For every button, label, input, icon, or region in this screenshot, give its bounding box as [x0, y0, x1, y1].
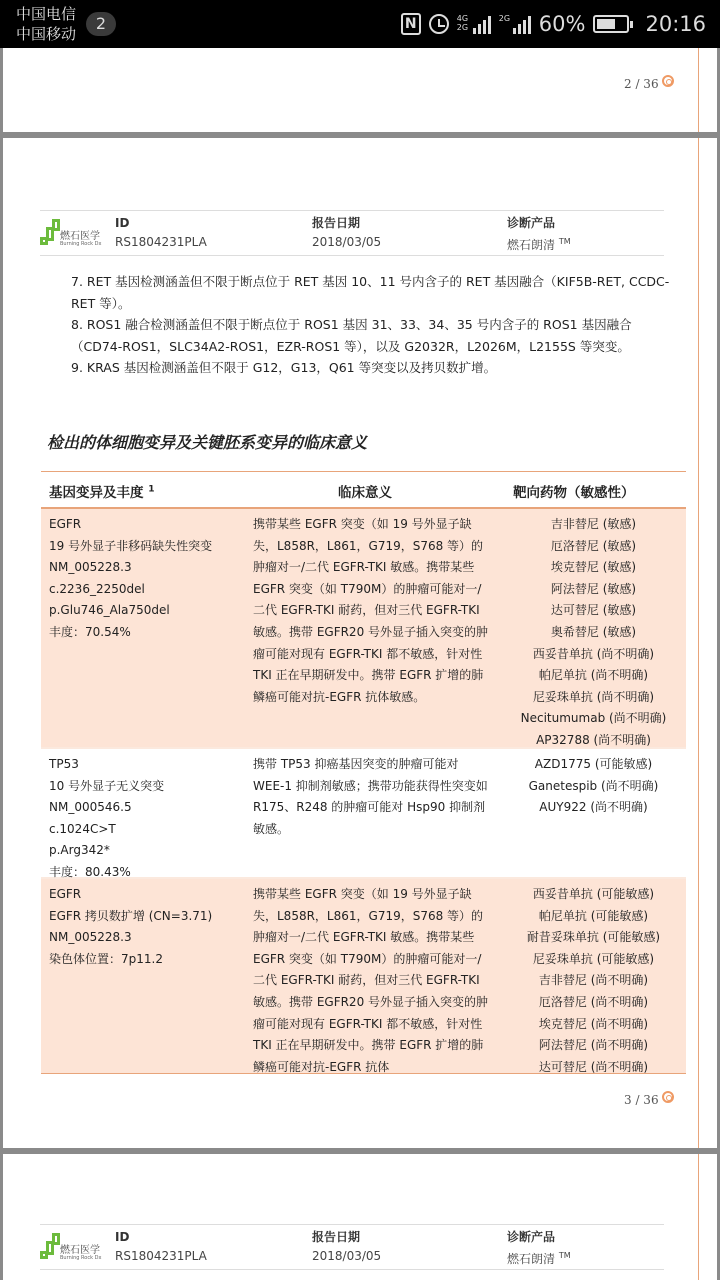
id-value: RS1804231PLA	[115, 1249, 207, 1263]
notification-badge: 2	[86, 12, 116, 36]
note-7: 7. RET 基因检测涵盖但不限于断点位于 RET 基因 10、11 号内含子的 RET 基因融合（KIF5B-RET, CCDC-RET 等）。	[71, 274, 670, 311]
drug: 奥希替尼 (敏感)	[550, 624, 637, 639]
report-product	[507, 1228, 571, 1269]
page-margin-rule	[698, 48, 699, 132]
drug: 吉非替尼 (敏感)	[550, 517, 637, 531]
drug: 阿法替尼 (敏感)	[550, 581, 637, 596]
page-marker-icon	[662, 1091, 674, 1103]
id-label: ID	[115, 1230, 130, 1244]
drug: 耐昔妥珠单抗 (可能敏感)	[526, 930, 661, 945]
significance-cell: 携带 TP53 抑癌基因突变的肿瘤可能对 WEE-1 抑制剂敏感；携带功能获得性突变如 R175、R248 的肿瘤可能对 Hsp90 抑制剂敏感。	[253, 757, 488, 836]
cdna-change: c.1024C>T	[49, 821, 116, 836]
drug: Ganetespib (尚不明确)	[528, 778, 659, 793]
drug: 帕尼单抗 (尚不明确)	[538, 668, 649, 683]
drug: 埃克替尼 (尚不明确)	[538, 1016, 649, 1031]
page-marker-icon	[662, 75, 674, 87]
company-logo	[40, 217, 104, 251]
company-logo	[40, 1231, 104, 1265]
logo-subtext: Burning Rock Dx	[60, 241, 102, 247]
footnotes	[71, 271, 681, 379]
drug: 厄洛替尼 (敏感)	[550, 538, 637, 553]
table-row	[41, 509, 686, 747]
variants-table	[41, 471, 686, 1074]
nfc-icon: N	[401, 13, 421, 35]
header-significance: 临床意义	[338, 485, 392, 501]
report-header	[40, 1224, 664, 1270]
page-number: 3 / 36	[624, 1093, 659, 1107]
abundance: 丰度：80.43%	[49, 864, 131, 879]
report-id	[115, 1228, 207, 1266]
drug: 达可替尼 (尚不明确)	[538, 1059, 649, 1073]
variant-cell	[49, 754, 249, 884]
status-icons	[401, 8, 706, 40]
protein-change: p.Glu746_Ala750del	[49, 603, 170, 618]
protein-change: p.Arg342*	[49, 843, 110, 858]
trademark: TM	[558, 1251, 571, 1260]
id-value: RS1804231PLA	[115, 235, 207, 249]
signal-icon	[499, 14, 531, 34]
date-value: 2018/03/05	[312, 1249, 382, 1263]
drug: 厄洛替尼 (尚不明确)	[538, 994, 649, 1009]
cdna-change: c.2236_2250del	[49, 581, 145, 596]
report-id	[115, 214, 207, 252]
product-value	[507, 232, 571, 255]
product-label: 诊断产品	[507, 216, 556, 230]
table-bottom-rule	[41, 1073, 686, 1074]
drug: 西妥昔单抗 (可能敏感)	[532, 887, 655, 901]
signal-label: 2G	[498, 14, 511, 23]
logo-subtext: Burning Rock Dx	[60, 1255, 102, 1261]
report-header	[40, 210, 664, 256]
signal-label: 4G 2G	[456, 14, 469, 32]
alarm-icon	[429, 14, 449, 34]
variant-cell	[49, 884, 249, 970]
table-row	[41, 879, 686, 1073]
gene: TP53	[49, 757, 79, 771]
status-bar	[0, 0, 720, 48]
transcript: NM_000546.5	[49, 800, 132, 815]
drug: AUY922 (尚不明确)	[539, 800, 648, 815]
report-date	[312, 214, 381, 252]
drugs-cell	[501, 514, 686, 752]
carrier-2: 中国移动	[16, 25, 77, 43]
pdf-page-4	[3, 1154, 717, 1280]
note-9: 9. KRAS 基因检测涵盖但不限于 G12，G13，Q61 等突变以及拷贝数扩增。	[71, 360, 497, 375]
header-variant	[49, 481, 154, 501]
date-value: 2018/03/05	[312, 235, 382, 249]
drug: AZD1775 (可能敏感)	[534, 757, 653, 771]
battery-percent: 60%	[538, 12, 586, 36]
section-title: 检出的体细胞变异及关键胚系变异的临床意义	[47, 433, 368, 452]
pdf-page-2	[3, 48, 717, 132]
variant-cell	[49, 514, 249, 644]
transcript: NM_005228.3	[49, 560, 132, 575]
signal-icon	[457, 14, 491, 34]
product-name: 燃石朗清	[507, 1252, 556, 1266]
variant-type: 10 号外显子无义突变	[49, 778, 165, 793]
chromosome-location: 染色体位置：7p11.2	[49, 951, 163, 966]
date-label: 报告日期	[312, 1230, 361, 1244]
drugs-cell	[501, 754, 686, 819]
table-header	[41, 471, 686, 509]
battery-icon	[593, 15, 629, 33]
drug: 阿法替尼 (尚不明确)	[538, 1038, 649, 1053]
drug: 吉非替尼 (尚不明确)	[538, 973, 649, 988]
trademark: TM	[558, 237, 571, 246]
report-date	[312, 1228, 381, 1266]
logo-text: 燃石医学	[60, 1245, 100, 1256]
significance-cell: 携带某些 EGFR 突变（如 19 号外显子缺失，L858R，L861，G719，S768 等）的肿瘤对一/二代 EGFR-TKI 敏感。携带某些 EGFR 突变（如 T790M）的肿瘤可能对一/二代 EGFR-TKI 耐药，但对三代 EGFR-TKI 敏感。携带 EGFR20 号外显子插入突变的肿瘤可能对现有 EGFR-TKI 都不敏感，针对性 TKI 正在早期研发中。携带 EGFR 扩增的肺鳞癌可能对抗-EGFR 抗体	[253, 887, 489, 1073]
drug: 达可替尼 (敏感)	[550, 603, 637, 618]
drug: 尼妥珠单抗 (可能敏感)	[532, 951, 655, 966]
drug: 尼妥珠单抗 (尚不明确)	[532, 689, 655, 704]
carrier-names	[16, 4, 76, 44]
table-row	[41, 749, 686, 877]
footnote-ref: 1	[148, 484, 155, 495]
drug: 西妥昔单抗 (尚不明确)	[532, 646, 655, 661]
header-label: 基因变异及丰度	[49, 485, 144, 501]
page-margin-rule	[698, 1154, 699, 1280]
note-8: 8. ROS1 融合检测涵盖但不限于断点位于 ROS1 基因 31、33、34、35 号内含子的 ROS1 基因融合（CD74-ROS1，SLC34A2-ROS1，EZR-ROS1 等），以及 G2032R，L2026M，L2155S 等突变。	[71, 317, 632, 354]
drug: 帕尼单抗 (可能敏感)	[538, 908, 649, 923]
clock: 20:16	[645, 12, 706, 36]
page-number: 2 / 36	[624, 77, 659, 91]
product-value	[507, 1246, 571, 1269]
id-label: ID	[115, 216, 130, 230]
drug: Necitumumab (尚不明确)	[520, 711, 667, 726]
variant-type: EGFR 拷贝数扩增 (CN=3.71)	[49, 908, 213, 923]
significance-cell: 携带某些 EGFR 突变（如 19 号外显子缺失，L858R，L861，G719，S768 等）的肿瘤对一/二代 EGFR-TKI 敏感。携带某些 EGFR 突变（如 T790M）的肿瘤可能对一/二代 EGFR-TKI 耐药，但对三代 EGFR-TKI 敏感。携带 EGFR20 号外显子插入突变的肿瘤可能对现有 EGFR-TKI 都不敏感，针对性 TKI 正在早期研发中。携带 EGFR 扩增的肺鳞癌可能对抗-EGFR 抗体敏感。	[253, 517, 489, 704]
drug: AP32788 (尚不明确)	[536, 732, 651, 747]
date-label: 报告日期	[312, 216, 361, 230]
gene: EGFR	[49, 517, 82, 531]
product-name: 燃石朗清	[507, 238, 556, 252]
page-margin-rule	[698, 138, 699, 1148]
gene: EGFR	[49, 887, 82, 901]
product-label: 诊断产品	[507, 1230, 556, 1244]
logo-text: 燃石医学	[60, 231, 100, 242]
report-product	[507, 214, 571, 255]
variant-type: 19 号外显子非移码缺失性突变	[49, 538, 213, 553]
drugs-cell	[501, 884, 686, 1073]
pdf-page-3	[3, 138, 717, 1148]
carrier-1: 中国电信	[16, 5, 77, 23]
header-drugs: 靶向药物（敏感性）	[513, 485, 635, 501]
transcript: NM_005228.3	[49, 930, 132, 945]
abundance: 丰度：70.54%	[49, 624, 131, 639]
drug: 埃克替尼 (敏感)	[550, 560, 637, 575]
